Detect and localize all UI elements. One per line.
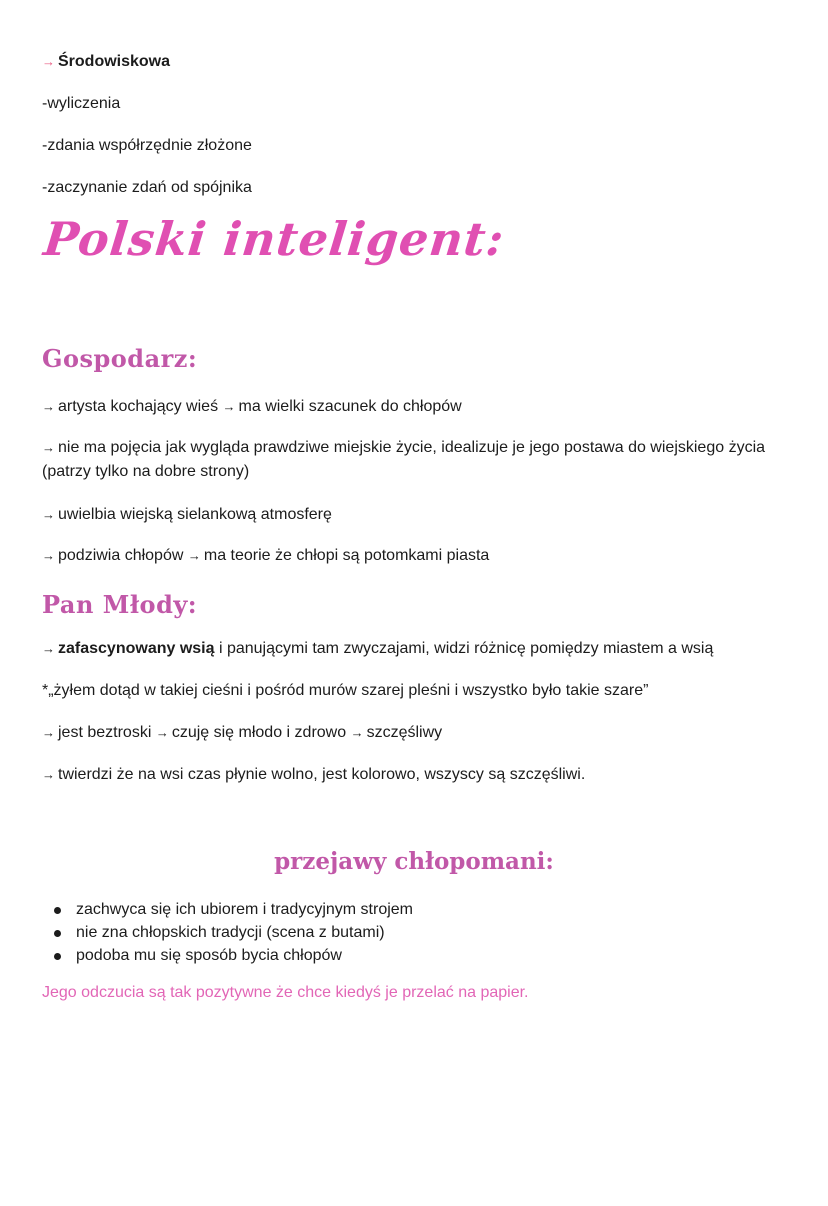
main-title: Polski inteligent: (41, 212, 508, 266)
arrow-icon: → (42, 725, 55, 740)
gospodarz-text: uwielbia wiejską sielankową atmosferę (58, 506, 332, 523)
pink-note: Jego odczucia są tak pozytywne że chce kiedyś je przelać na papier. (42, 984, 529, 1001)
arrow-icon: → (350, 725, 364, 740)
bullet-icon (54, 907, 61, 914)
pan-mlody-line-4 (42, 763, 585, 787)
gospodarz-line-4 (42, 544, 489, 568)
pan-mlody-text: i panującymi tam zwyczajami, widzi różnicę pomiędzy miastem a wsią (214, 640, 714, 657)
arrow-icon: → (222, 399, 236, 414)
arrow-icon: → (187, 548, 201, 563)
list-item (50, 898, 413, 921)
pan-mlody-text: szczęśliwy (366, 724, 443, 741)
arrow-icon: → (42, 399, 55, 414)
arrow-icon: → (42, 548, 55, 563)
pan-mlody-bold-text: zafascynowany wsią (58, 640, 215, 657)
srodowiskowa-line (42, 50, 170, 74)
list-item-text: podoba mu się sposób bycia chłopów (76, 947, 342, 964)
list-item (50, 921, 413, 944)
pan-mlody-heading: Pan Młody: (42, 590, 198, 619)
pan-mlody-text: jest beztroski (58, 724, 152, 741)
gospodarz-text: podziwia chłopów (58, 547, 188, 564)
gospodarz-line-1 (42, 395, 462, 419)
srodowiskowa-title: Środowiskowa (58, 53, 171, 70)
chlopomania-heading: przejawy chłopomani: (274, 848, 554, 875)
pan-mlody-text: twierdzi że na wsi czas płynie wolno, jest kolorowo, wszyscy są szczęśliwi. (58, 766, 586, 783)
list-item-text: zachwyca się ich ubiorem i tradycyjnym strojem (76, 901, 413, 918)
intro-item: -zdania współrzędnie złożone (42, 137, 252, 154)
intro-item: -zaczynanie zdań od spójnika (42, 179, 252, 196)
pan-mlody-line-1 (42, 637, 713, 661)
list-item-text: nie zna chłopskich tradycji (scena z butami) (76, 924, 385, 941)
gospodarz-text: artysta kochający wieś (58, 398, 219, 415)
gospodarz-text: ma wielki szacunek do chłopów (238, 398, 462, 415)
bullet-icon (54, 953, 61, 960)
arrow-icon: → (42, 767, 55, 782)
arrow-icon: → (42, 507, 55, 522)
gospodarz-text: nie ma pojęcia jak wygląda prawdziwe miejskie życie, idealizuje je jego postawa do wiejskiego życia (patrzy tylko na dobre strony) (42, 439, 766, 480)
gospodarz-line-3 (42, 503, 332, 527)
intro-item: -wyliczenia (42, 95, 121, 112)
gospodarz-line-2 (42, 436, 792, 484)
gospodarz-heading: Gospodarz: (42, 344, 198, 373)
list-item (50, 944, 413, 967)
pan-mlody-quote: *„żyłem dotąd w takiej cieśni i pośród murów szarej pleśni i wszystko było takie szare” (42, 682, 649, 699)
arrow-icon: → (42, 54, 55, 69)
bullet-icon (54, 930, 61, 937)
arrow-icon: → (42, 641, 55, 656)
arrow-icon: → (155, 725, 169, 740)
pan-mlody-text: czuję się młodo i zdrowo (171, 724, 347, 741)
chlopomania-list (50, 898, 413, 967)
pan-mlody-line-3 (42, 721, 442, 745)
arrow-icon: → (42, 440, 55, 455)
gospodarz-text: ma teorie że chłopi są potomkami piasta (203, 547, 490, 564)
